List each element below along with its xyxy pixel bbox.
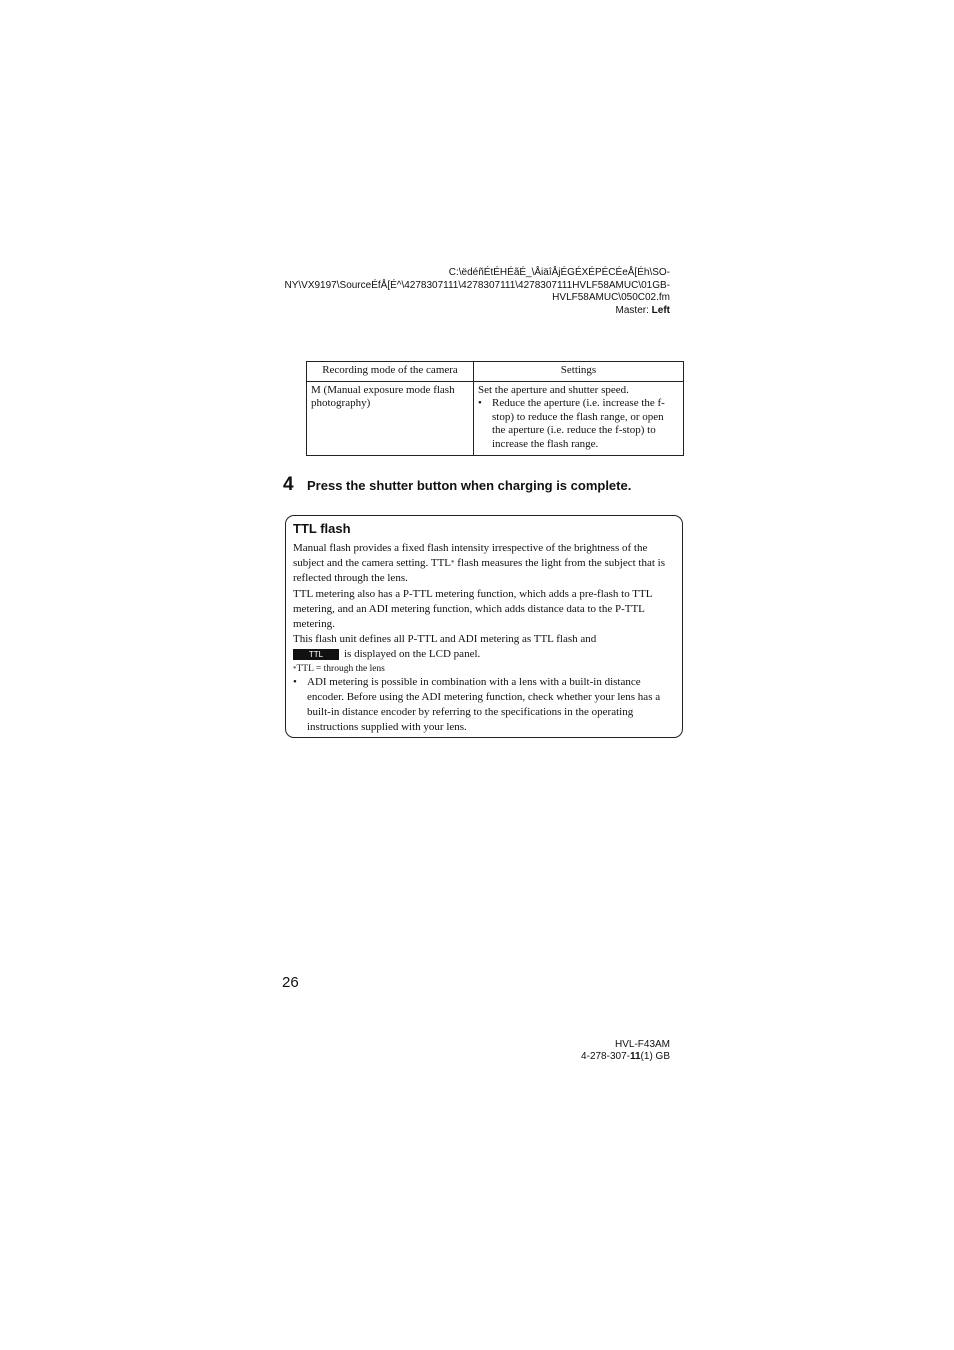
document-code <box>581 1051 670 1063</box>
setting-bullet <box>478 397 679 451</box>
ttl-bullet <box>293 675 675 736</box>
table-header-row <box>307 362 684 382</box>
code-part: 4-278-307- <box>581 1051 630 1062</box>
code-part-end: (1) GB <box>640 1051 670 1062</box>
bullet-text: Reduce the aperture (i.e. increase the f-stop) to reduce the flash range, or open the aperture (i.e. reduce the f-stop) to increase the flash range. <box>492 397 665 450</box>
bullet-mark: • <box>293 675 297 688</box>
table-cell-mode: M (Manual exposure mode flash photography) <box>307 381 474 456</box>
ttl-p3-cont-text: is displayed on the LCD panel. <box>344 648 481 661</box>
bullet-text: ADI metering is possible in combination with a lens with a built-in distance encoder. Before using the ADI metering function, check whether your lens has a built-in distance encoder by referring to the specifications in the operating instructions supplied with your lens. <box>307 675 661 734</box>
ttl-paragraph-1 <box>293 541 675 587</box>
master-label: Master: <box>615 304 652 316</box>
page-number: 26 <box>282 974 299 991</box>
table-row <box>307 381 684 456</box>
ttl-box-title: TTL flash <box>293 521 351 536</box>
master-value: Left <box>651 304 670 316</box>
ttl-paragraph-3: This flash unit defines all P-TTL and ADI metering as TTL flash and <box>293 633 597 646</box>
file-path-line: C:\ëdéñÉtÉHÉãÉ_\ÅiäîÅjÉGÉXÉPÉCÉeÅ[Éh\SO- <box>448 267 670 278</box>
footnote-text: TTL = through the lens <box>296 663 385 674</box>
table-cell-settings <box>474 381 684 456</box>
ttl-flash-box <box>285 515 683 738</box>
setting-text: Set the aperture and shutter speed. <box>478 383 629 396</box>
asterisk-mark: * <box>451 559 455 568</box>
file-path-line: NY\VX9197\SourceÉfÅ[É^\4278307111\4278307111\4278307111HVLF58AMUC\01GB- <box>284 279 670 291</box>
recording-mode-table <box>306 361 684 456</box>
master-label-line <box>284 305 670 318</box>
asterisk-mark: * <box>293 664 297 673</box>
step-text: Press the shutter button when charging is complete. <box>307 478 632 493</box>
bullet-mark: • <box>478 397 482 409</box>
table-header-mode: Recording mode of the camera <box>307 362 474 382</box>
model-name: HVL-F43AM <box>614 1039 670 1050</box>
step-4 <box>283 474 631 496</box>
ttl-paragraph-2: TTL metering also has a P-TTL metering function, which adds a pre-flash to TTL metering, and an ADI metering function, which adds distance data to the P-TTL metering. <box>293 587 653 631</box>
ttl-lcd-indicator-icon: TTL <box>293 649 339 660</box>
code-bold-part: 11 <box>629 1051 641 1062</box>
step-number: 4 <box>283 474 294 495</box>
footer-code <box>581 1039 670 1063</box>
ttl-footnote <box>293 663 675 675</box>
ttl-paragraph-3-cont <box>293 647 675 662</box>
ttl-p1-text: Manual flash provides a fixed flash intensity irrespective of the brightness of the subject and the camera setting. TTL <box>293 542 648 570</box>
file-path-header <box>284 267 670 317</box>
file-path-line: HVLF58AMUC\050C02.fm <box>552 292 670 303</box>
ttl-p1-text-cont: flash measures the light from the subject that is reflected through the lens. <box>293 557 666 585</box>
table-header-settings: Settings <box>474 362 684 382</box>
